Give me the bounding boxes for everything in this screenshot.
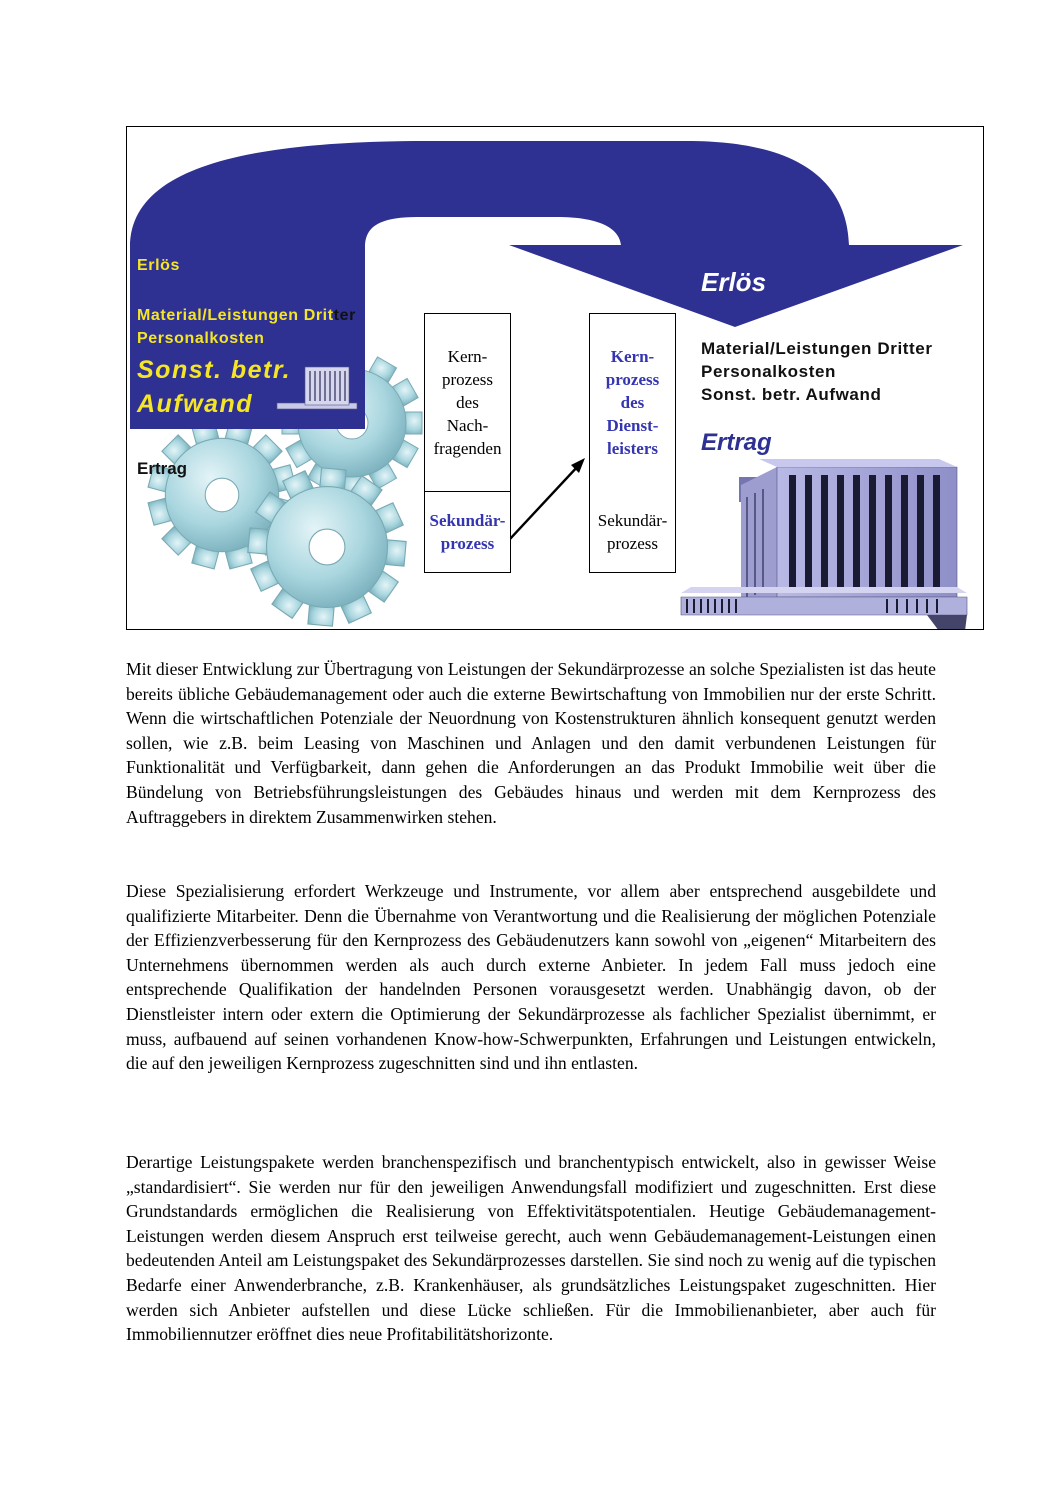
box-sekundar-right: Sekundär- prozess [589, 491, 676, 573]
office-building-icon [681, 459, 967, 630]
box-sekundar-left: Sekundär- prozess [424, 491, 511, 573]
left-ertrag-label: Ertrag [137, 459, 188, 478]
box-kern-nachfragenden: Kern- prozess des Nach- fragenden [424, 313, 511, 492]
paragraph-2 [126, 879, 936, 1076]
left-personal-label: Personalkosten [137, 330, 265, 347]
paragraph-3 [126, 1150, 936, 1347]
right-sonst-label: Sonst. betr. Aufwand [701, 385, 882, 404]
outsourcing-diagram [126, 126, 984, 630]
paragraph-text: Derartige Leistungspakete werden branchenspezifisch und branchentypisch entwickelt, also in gewisser Weise „standardisiert“. Sie werden nur für den jeweiligen Anwendungsfall modifiziert und zugeschnitten. Erst diese Grundstandards ermöglichen die Realisierung von Effektivitätspotentialen. Heutige Gebäudemanagement-Leistungen werden diesem Anspruch erst teilweise gerecht, auch wenn Gebäudemanagement-Leistungen einen bedeutenden Anteil am Leistungspaket des Sekundärprozesses darstellen. Sie sind noch zu wenig auf die typischen Bedarfe einer Anwenderbranche, z.B. Krankenhäuser, als grundsätzliches Leistungspaket zugeschnitten. Hier werden sich Anbieter aufstellen und diese Lücke schließen. Für die Immobilienanbieter, aber auch für Immobiliennutzer eröffnet dies neue Profitabilitätshorizonte. [126, 1152, 936, 1345]
right-erlos-label: Erlös [701, 267, 767, 297]
left-erlos-label: Erlös [137, 257, 181, 274]
left-material-text: Material/Leistungen Drit [137, 307, 334, 324]
right-personal-label: Personalkosten [701, 362, 837, 381]
paragraph-text: Mit dieser Entwicklung zur Übertragung von Leistungen der Sekundärprozesse an solche Spezialisten ist das heute bereits übliche Gebäudemanagement oder auch die externe Bewirtschaftung von Immobilien nur der erste Schritt. Wenn die wirtschaftlichen Potenziale der Neuordnung von Kostenstrukturen ähnlich konsequent genutzt werden sollen, wie z.B. beim Leasing von Maschinen und Anlagen und den damit verbundenen Leistungen für Funktionalität und Verfügbarkeit, dann gehen die Anforderungen an das Produkt Immobilie weit über die Bündelung von Betriebsführungsleistungen des Gebäudes hinaus und werden mit dem Kernprozess des Auftraggebers in direktem Zusammenwirken stehen. [126, 659, 936, 827]
right-ertrag-label: Ertrag [701, 429, 772, 456]
left-material-label [137, 307, 356, 325]
box-kern-dienstleisters: Kern- prozess des Dienst- leisters [589, 313, 676, 492]
left-sonst-line1: Sonst. betr. [137, 356, 292, 384]
left-material-tail: ter [333, 307, 356, 324]
paragraph-text: Diese Spezialisierung erfordert Werkzeuge und Instrumente, vor allem aber entsprechend ausgebildete und qualifizierte Mitarbeiter. Denn die Übernahme von Verantwortung und die Realisierung der möglichen Potenziale der Effizienzverbesserung für den Kernprozess des Gebäudenutzers kann sowohl von „eigenen“ Mitarbeitern des Unternehmens übernommen werden als auch durch externe Anbieter. In jedem Fall muss jedoch eine entsprechende Qualifikation der handelnden Personen vorausgesetzt werden. Unabhängig davon, ob der Dienstleister intern oder extern die Optimierung der Sekundärprozesse als fachlicher Spezialist übernimmt, er muss, aufbauend auf seinen vorhandenen Know-how-Schwerpunkten, Erfahrungen und Leistungen entwickeln, die auf den jeweiligen Kernprozess zugeschnitten sind und ihn entlasten. [126, 881, 936, 1074]
paragraph-1 [126, 657, 936, 829]
left-sonst-line2: Aufwand [137, 390, 254, 418]
right-material-label: Material/Leistungen Dritter [701, 339, 933, 358]
